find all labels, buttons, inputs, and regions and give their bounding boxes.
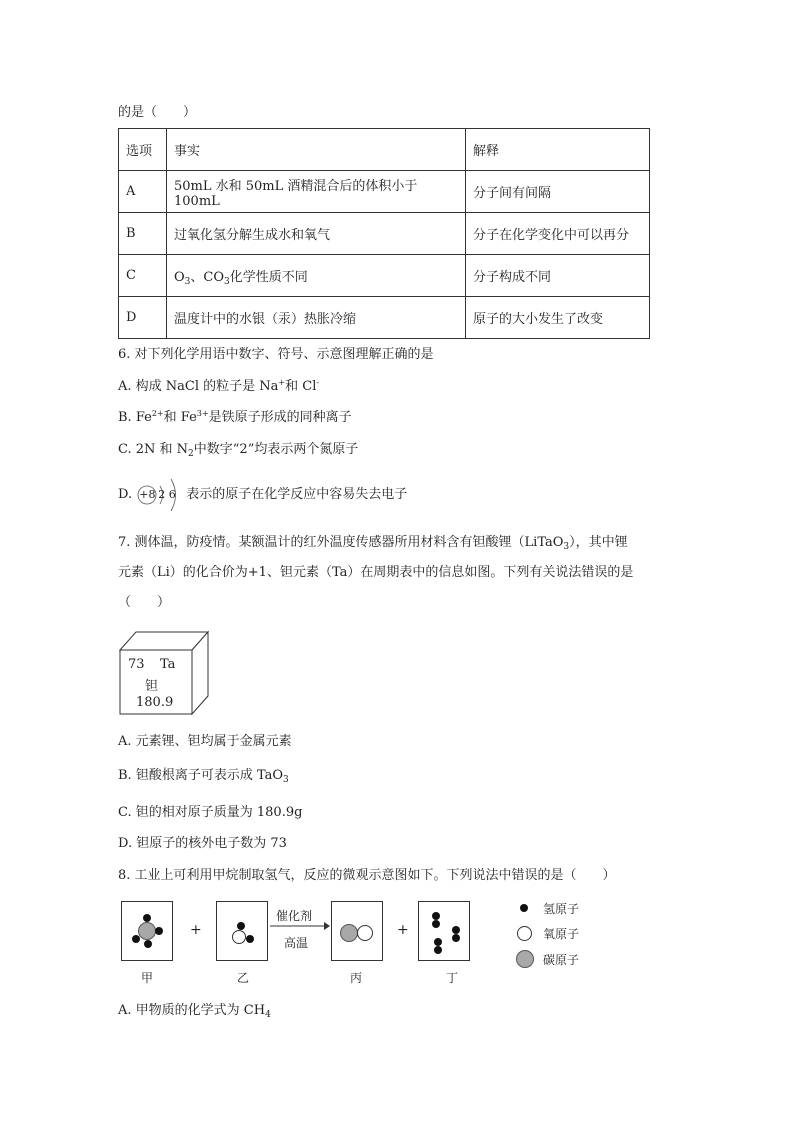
question-6-option-c: C. 2N 和 $N_2$中数字“2”均表示两个氮原子 xyxy=(118,442,359,459)
hydrogen-atom xyxy=(144,940,152,948)
row-fact: 温度计中的水银（汞）热胀冷缩 xyxy=(167,297,466,339)
table-row xyxy=(119,255,650,297)
hydrogen-atom xyxy=(143,914,151,922)
question-8-stem: 8. 工业上可利用甲烷制取氢气，反应的微观示意图如下。下列说法中错误的是（ ） xyxy=(118,868,616,883)
oxygen-atom xyxy=(232,930,246,944)
hydrogen-atom xyxy=(434,938,442,946)
hydrogen-atom xyxy=(434,946,442,954)
question-6-option-d: D. +8 2 6 表示的原子在化学反应中容易失去电子 xyxy=(118,486,407,504)
question-7-option-b: B. 钽酸根离子可表示成 TaO$_3$ xyxy=(118,768,289,785)
label-bing: 丙 xyxy=(350,971,363,985)
question-7-option-d: D. 钽原子的核外电子数为 73 xyxy=(118,836,287,851)
oxygen-legend-label: 氧原子 xyxy=(543,927,580,941)
question-7-option-c: C. 钽的相对原子质量为 180.9g xyxy=(118,805,303,820)
row-explain: 分子构成不同 xyxy=(466,255,650,297)
element-name: 钽 xyxy=(145,679,159,694)
reactant-box-jia xyxy=(121,901,173,961)
plus-sign: + xyxy=(397,922,409,938)
hydrogen-atom xyxy=(237,922,245,930)
question-7-option-a: A. 元素锂、钽均属于金属元素 xyxy=(118,734,292,749)
condition-label: 高温 xyxy=(284,936,309,950)
atomic-mass: 180.9 xyxy=(136,695,174,710)
hydrogen-atom xyxy=(132,935,140,943)
header-explain: 解释 xyxy=(466,129,650,171)
question-7-line-3: （ ） xyxy=(118,595,171,610)
label-jia: 甲 xyxy=(141,971,154,985)
product-box-ding xyxy=(418,901,470,961)
row-fact: 过氧化氢分解生成水和氧气 xyxy=(167,213,466,255)
facts-table xyxy=(118,128,650,339)
row-explain: 分子在化学变化中可以再分 xyxy=(466,213,650,255)
row-option: A xyxy=(119,171,167,213)
carbon-legend-label: 碳原子 xyxy=(543,953,580,967)
reaction-arrow xyxy=(270,921,330,931)
label-yi: 乙 xyxy=(237,971,250,985)
hydrogen-atom xyxy=(452,926,460,934)
atomic-number: 73 xyxy=(128,657,145,672)
row-fact: $O_3$、$CO_3$化学性质不同 xyxy=(167,255,466,297)
row-fact: 50mL 水和 50mL 酒精混合后的体积小于 100mL xyxy=(167,171,466,213)
table-row xyxy=(119,171,650,213)
hydrogen-legend-icon xyxy=(520,904,528,912)
question-6-option-b: B. $Fe^{2+}$和 $Fe^{3+}$是铁原子形成的同种离子 xyxy=(118,409,352,425)
header-fact: 事实 xyxy=(167,129,466,171)
oxygen-legend-icon xyxy=(517,926,532,941)
question-6-stem: 6. 对下列化学用语中数字、符号、示意图理解正确的是 xyxy=(118,347,434,362)
hydrogen-atom xyxy=(432,920,440,928)
periodic-element-tile xyxy=(118,630,210,716)
question-8-option-a: A. 甲物质的化学式为 $CH_4$ xyxy=(118,1003,271,1020)
hydrogen-atom xyxy=(452,934,460,942)
question-7-line-2: 元素（Li）的化合价为+1、钽元素（Ta）在周期表中的信息如图。下列有关说法错误的是 xyxy=(118,565,634,580)
carbon-legend-icon xyxy=(516,950,534,968)
row-option: D xyxy=(119,297,167,339)
carbon-atom xyxy=(340,924,358,942)
row-explain: 原子的大小发生了改变 xyxy=(466,297,650,339)
plus-sign: + xyxy=(190,922,202,938)
header-option: 选项 xyxy=(119,129,167,171)
hydrogen-atom xyxy=(246,935,254,943)
oxygen-atom xyxy=(357,925,373,941)
hydrogen-legend-label: 氢原子 xyxy=(543,902,580,916)
table-row xyxy=(119,297,650,339)
table-row xyxy=(119,213,650,255)
label-ding: 丁 xyxy=(446,971,459,985)
row-explain: 分子间有间隔 xyxy=(466,171,650,213)
reactant-box-yi xyxy=(216,901,268,961)
row-option: C xyxy=(119,255,167,297)
question-5-tail: 的是（ ） xyxy=(118,105,197,120)
question-7-line-1: 7. 测体温，防疫情。某额温计的红外温度传感器所用材料含有钽酸锂（LiTaO$_3$），其中锂 xyxy=(118,535,628,552)
carbon-atom xyxy=(138,922,156,940)
element-symbol: Ta xyxy=(160,657,176,672)
product-box-bing xyxy=(331,901,383,961)
table-header-row xyxy=(119,129,650,171)
question-6-option-a: A. 构成 NaCl 的粒子是 Na+和 Cl- xyxy=(118,378,320,394)
row-option: B xyxy=(119,213,167,255)
catalyst-label: 催化剂 xyxy=(276,909,313,923)
hydrogen-atom xyxy=(432,912,440,920)
hydrogen-atom xyxy=(155,927,163,935)
atomic-structure-diagram: +8 2 6 xyxy=(136,486,186,504)
